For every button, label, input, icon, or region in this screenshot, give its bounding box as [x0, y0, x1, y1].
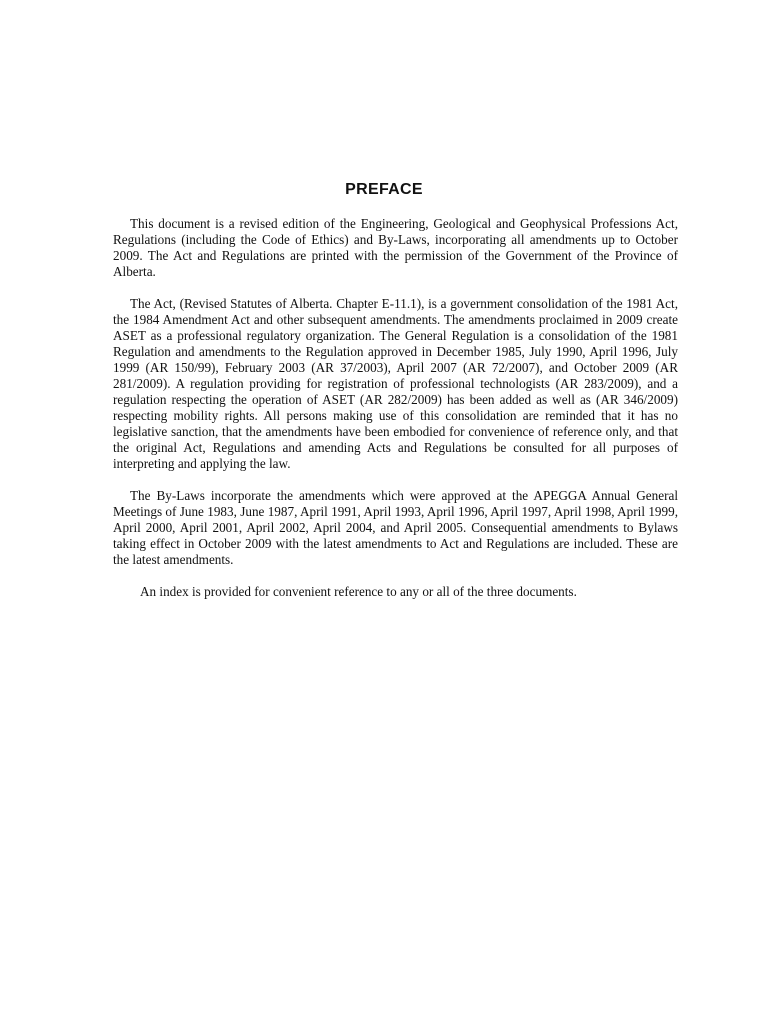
paragraph-act-consolidation: The Act, (Revised Statutes of Alberta. Chapter E-11.1), is a government consolidation of the 1981 Act, the 1984 Amendment Act and other subsequent amendments. The amendments proclaimed in 2009 create ASET as a professional regulatory organization. The General Regulation is a consolidation of the 1981 Regulation and amendments to the Regulation approved in December 1985, July 1990, April 1996, July 1999 (AR 150/99), February 2003 (AR 37/2003), April 2007 (AR 72/2007), and October 2009 (AR 281/2009). A regulation providing for registration of professional technologists (AR 283/2009), and a regulation respecting the operation of ASET (AR 282/2009) has been added as well as (AR 346/2009) respecting mobility rights. All persons making use of this consolidation are reminded that it has no legislative sanction, that the amendments have been embodied for convenience of reference only, and that the original Act, Regulations and amending Acts and Regulations be consulted for all purposes of interpreting and applying the law.	[113, 296, 678, 471]
page-title: PREFACE	[345, 181, 423, 198]
paragraph-index: An index is provided for convenient reference to any or all of the three documents.	[140, 584, 577, 599]
paragraph-revised-edition: This document is a revised edition of the Engineering, Geological and Geophysical Professions Act, Regulations (including the Code of Ethics) and By-Laws, incorporating all amendments up to October 2009. The Act and Regulations are printed with the permission of the Government of the Province of Alberta.	[113, 216, 678, 279]
preface-body	[113, 216, 678, 616]
paragraph-bylaws: The By-Laws incorporate the amendments which were approved at the APEGGA Annual General Meetings of June 1983, June 1987, April 1991, April 1993, April 1996, April 1997, April 1998, April 1999, April 2000, April 2001, April 2002, April 2004, and April 2005. Consequential amendments to Bylaws taking effect in October 2009 with the latest amendments to Act and Regulations are included. These are the latest amendments.	[113, 488, 678, 567]
